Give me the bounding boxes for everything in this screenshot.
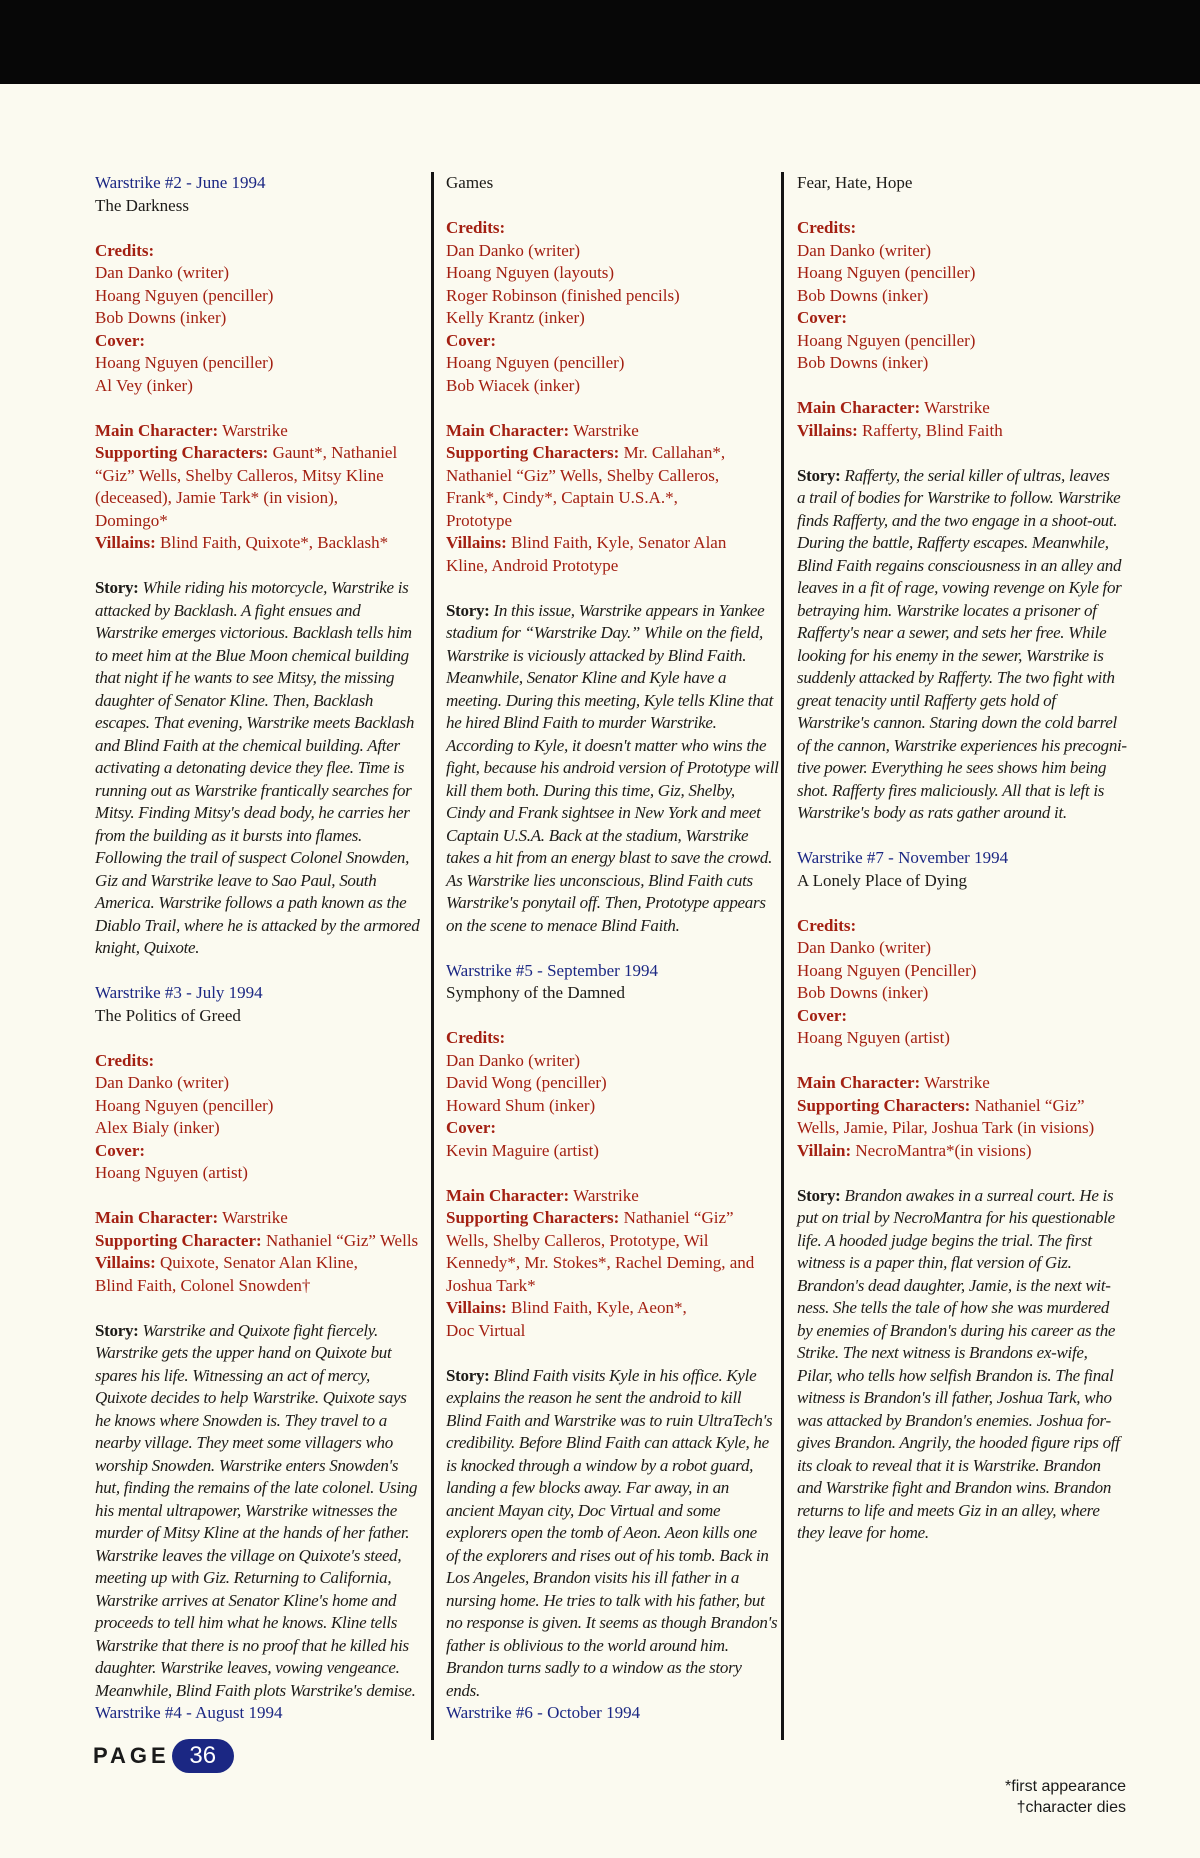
story-label: Story:	[797, 1185, 841, 1205]
blank-line	[446, 1005, 778, 1028]
story-line: explains the reason he sent the android to kill	[446, 1388, 742, 1407]
field-value: Nathaniel “Giz”	[619, 1208, 734, 1227]
story-line: shot. Rafferty fires maliciously. All that is left is	[797, 780, 1105, 800]
field-line	[446, 1117, 778, 1140]
story-line: Los Angeles, Brandon visits his ill father in a	[446, 1568, 740, 1587]
credit-line: Kennedy*, Mr. Stokes*, Rachel Deming, and	[446, 1253, 755, 1272]
story-line: knight, Quixote.	[95, 938, 200, 957]
blank-line	[446, 577, 778, 600]
credit-line: Hoang Nguyen (penciller)	[797, 263, 976, 282]
story-line: Warstrike arrives at Senator Kline's home and	[95, 1590, 397, 1610]
blank-line	[797, 825, 1127, 848]
column-middle	[446, 172, 778, 1725]
story-text: In this issue, Warstrike appears in Yankee	[489, 600, 765, 620]
blank-line	[797, 442, 1127, 465]
story-line: murder of Mitsy Kline at the hands of her father.	[95, 1523, 410, 1542]
story-line: Quixote decides to help Warstrike. Quixote says	[95, 1388, 407, 1407]
field-line	[95, 1140, 425, 1163]
story-line: from the building as it bursts into flames.	[95, 825, 362, 845]
story-line: ancient Mayan city, Doc Virtual and some	[446, 1500, 721, 1520]
field-value: Rafferty, Blind Faith	[857, 420, 1003, 440]
credit-line: Hoang Nguyen (penciller)	[95, 285, 274, 305]
issue-heading	[797, 847, 1127, 870]
field-label: Supporting Characters:	[446, 1208, 620, 1227]
footnote-first-appearance: *first appearance	[1005, 1778, 1126, 1795]
credit-line: Wells, Jamie, Pilar, Joshua Tark (in visions)	[797, 1118, 1095, 1137]
field-label: Credits:	[95, 240, 155, 260]
credit-line: Alex Bialy (inker)	[95, 1118, 220, 1137]
story-line: and Warstrike fight and Brandon wins. Brandon	[797, 1478, 1112, 1497]
field-line	[797, 1095, 1127, 1118]
credit-line: Hoang Nguyen (penciller)	[797, 330, 976, 350]
field-label: Main Character:	[446, 420, 570, 440]
credit-line: Joshua Tark*	[446, 1275, 536, 1295]
field-label: Cover:	[797, 1005, 848, 1025]
field-value: Blind Faith, Kyle, Aeon*,	[506, 1298, 687, 1317]
field-line	[95, 1207, 425, 1230]
story-line: was attacked by Brandon's enemies. Joshua for-	[797, 1410, 1111, 1430]
credit-line: Kevin Maguire (artist)	[446, 1140, 599, 1160]
field-line	[95, 442, 425, 465]
story-line: Meanwhile, Blind Faith plots Warstrike's demise.	[95, 1680, 416, 1700]
story-line: ends.	[446, 1680, 480, 1700]
story-label: Story:	[446, 600, 490, 620]
story-line: meeting. During this meeting, Kyle tells Kline that	[446, 690, 774, 710]
credit-line: Dan Danko (writer)	[95, 263, 230, 282]
story-line: great tenacity until Rafferty gets hold of	[797, 690, 1056, 710]
issue-title: Warstrike #7	[797, 848, 884, 867]
story-line: Pilar, who tells how selfish Brandon is. The final	[797, 1365, 1114, 1385]
blank-line	[446, 1162, 778, 1185]
issue-heading	[95, 1702, 425, 1725]
field-label: Credits:	[95, 1050, 155, 1070]
story-line: landing a few blocks away. Far away, in an	[446, 1478, 729, 1497]
story-line: attacked by Backlash. A fight ensues and	[95, 600, 361, 620]
field-value: Warstrike	[920, 398, 990, 417]
credit-line: Al Vey (inker)	[95, 375, 193, 395]
credit-line: Hoang Nguyen (layouts)	[446, 263, 615, 282]
field-line	[95, 330, 425, 353]
field-line	[95, 240, 425, 263]
field-value: Mr. Callahan*,	[619, 443, 726, 462]
field-value: Warstrike	[218, 420, 288, 440]
blank-line	[797, 1050, 1127, 1073]
issue-heading	[446, 1702, 778, 1725]
field-label: Cover:	[446, 1118, 497, 1137]
field-line	[797, 397, 1127, 420]
story-line: finds Rafferty, and the two engage in a shoot-out.	[797, 510, 1118, 530]
column-right	[797, 172, 1127, 1545]
issue-date: - October 1994	[532, 1703, 641, 1722]
page-number-marker	[93, 1738, 234, 1774]
page-number-badge: 36	[172, 1739, 234, 1773]
field-label: Supporting Character:	[95, 1230, 262, 1250]
field-label: Main Character:	[797, 398, 921, 417]
issue-date: - November 1994	[883, 848, 1009, 867]
issue-date: - June 1994	[181, 173, 266, 192]
field-label: Cover:	[95, 330, 146, 350]
story-line: on the scene to menace Blind Faith.	[446, 915, 680, 935]
story-line: escapes. That evening, Warstrike meets Backlash	[95, 713, 415, 732]
story-line: Captain U.S.A. Back at the stadium, Warstrike	[446, 825, 749, 845]
issue-title: Warstrike #3	[95, 983, 182, 1002]
story-line: Diablo Trail, where he is attacked by the armored	[95, 915, 420, 935]
field-label: Cover:	[95, 1140, 146, 1160]
issue-title: Warstrike #4	[95, 1703, 182, 1722]
field-line	[797, 1005, 1127, 1028]
field-line	[797, 1072, 1127, 1095]
story-label: Story:	[95, 578, 139, 597]
story-line: ness. She tells the tale of how she was murdered	[797, 1298, 1110, 1317]
field-label: Villains:	[446, 533, 507, 552]
field-label: Credits:	[446, 1028, 506, 1047]
credit-line: Kelly Krantz (inker)	[446, 308, 585, 327]
story-line: Warstrike is viciously attacked by Blind Faith.	[446, 645, 747, 665]
field-value: Quixote, Senator Alan Kline,	[155, 1253, 358, 1272]
story-line: Warstrike gets the upper hand on Quixote but	[95, 1343, 392, 1362]
story-line: he hired Blind Faith to murder Warstrike.	[446, 713, 717, 732]
story-line: they leave for home.	[797, 1523, 929, 1542]
story-line	[95, 577, 425, 600]
credit-line: Frank*, Cindy*, Captain U.S.A.*,	[446, 488, 678, 507]
field-value: Blind Faith, Kyle, Senator Alan	[506, 533, 727, 552]
story-line: Rafferty's near a sewer, and sets her free. While	[797, 623, 1107, 642]
field-line	[446, 532, 778, 555]
field-label: Supporting Characters:	[446, 443, 620, 462]
credit-line: Blind Faith, Colonel Snowden†	[95, 1275, 311, 1295]
story-line: no response is given. It seems as though Brandon's	[446, 1613, 778, 1632]
field-value: Nathaniel “Giz” Wells	[261, 1230, 419, 1250]
story-line: worship Snowden. Warstrike enters Snowden's	[95, 1455, 399, 1475]
top-black-band	[0, 0, 1200, 84]
story-title: Games	[446, 173, 494, 192]
field-value: Warstrike	[569, 1185, 639, 1205]
issue-date: - September 1994	[532, 960, 659, 980]
credit-line: David Wong (penciller)	[446, 1073, 607, 1092]
field-label: Credits:	[797, 915, 857, 935]
story-line: life. A hooded judge begins the trial. The first	[797, 1230, 1092, 1250]
story-title: Symphony of the Damned	[446, 983, 625, 1002]
blank-line	[446, 397, 778, 420]
story-line: running out as Warstrike frantically searches for	[95, 780, 412, 800]
story-label: Story:	[446, 1365, 490, 1385]
credit-line: Kline, Android Prototype	[446, 555, 619, 575]
field-line	[797, 307, 1127, 330]
credit-line: Wells, Shelby Calleros, Prototype, Wil	[446, 1230, 709, 1250]
story-line: and Blind Faith at the chemical building. After	[95, 735, 400, 755]
field-label: Villain:	[797, 1140, 852, 1160]
story-line: Meanwhile, Senator Kline and Kyle have a	[446, 668, 727, 687]
story-line: suddenly attacked by Rafferty. The two fight with	[797, 668, 1115, 687]
credit-line: Hoang Nguyen (artist)	[95, 1163, 248, 1182]
column-left	[95, 172, 425, 1725]
credit-line: Dan Danko (writer)	[797, 938, 932, 957]
field-line	[797, 420, 1127, 443]
credit-line: Howard Shum (inker)	[446, 1095, 596, 1115]
story-line: his mental ultrapower, Warstrike witnesses the	[95, 1500, 397, 1520]
story-line: kill them both. During this time, Giz, Shelby,	[446, 780, 735, 800]
story-title: The Politics of Greed	[95, 1005, 241, 1025]
story-label: Story:	[95, 1320, 139, 1340]
issue-heading	[95, 172, 425, 195]
field-label: Cover:	[797, 308, 848, 327]
credit-line: Hoang Nguyen (penciller)	[95, 353, 274, 372]
story-text: While riding his motorcycle, Warstrike is	[138, 578, 409, 597]
story-line: Giz and Warstrike leave to Sao Paul, South	[95, 870, 377, 890]
story-line: looking for his enemy in the sewer, Warstrike is	[797, 645, 1104, 665]
blank-line	[95, 960, 425, 983]
story-line: credibility. Before Blind Faith can attack Kyle, he	[446, 1433, 769, 1452]
blank-line	[95, 555, 425, 578]
field-label: Main Character:	[797, 1073, 921, 1092]
field-line	[446, 330, 778, 353]
story-title: Fear, Hate, Hope	[797, 173, 913, 192]
story-line: he knows where Snowden is. They travel to a	[95, 1410, 387, 1430]
blank-line	[797, 195, 1127, 218]
story-line: nursing home. He tries to talk with his father, but	[446, 1590, 765, 1610]
credit-line: Nathaniel “Giz” Wells, Shelby Calleros,	[446, 465, 720, 485]
story-line: Warstrike leaves the village on Quixote's steed,	[95, 1545, 402, 1565]
story-line: As Warstrike lies unconscious, Blind Faith cuts	[446, 870, 753, 890]
field-line	[95, 420, 425, 443]
column-divider-right	[781, 172, 784, 1740]
story-text: Brandon awakes in a surreal court. He is	[840, 1185, 1114, 1205]
story-text: Blind Faith visits Kyle in his office. Kyle	[489, 1365, 757, 1385]
story-line: According to Kyle, it doesn't matter who wins the	[446, 735, 767, 755]
story-line: to meet him at the Blue Moon chemical building	[95, 645, 409, 665]
field-line	[797, 915, 1127, 938]
field-label: Villains:	[95, 533, 156, 552]
story-line: Cindy and Frank sightsee in New York and meet	[446, 803, 761, 822]
blank-line	[797, 375, 1127, 398]
story-line: hut, finding the remains of the late colonel. Using	[95, 1478, 418, 1497]
field-value: Warstrike	[920, 1073, 990, 1092]
credit-line: Bob Downs (inker)	[797, 285, 929, 305]
story-line: Brandon's dead daughter, Jamie, is the next wit-	[797, 1275, 1111, 1295]
story-line: of the explorers and rises out of his tomb. Back in	[446, 1545, 769, 1565]
credit-line: Dan Danko (writer)	[446, 240, 581, 260]
field-label: Supporting Characters:	[797, 1095, 971, 1115]
story-line: During the battle, Rafferty escapes. Meanwhile,	[797, 533, 1109, 552]
page-label: PAGE	[93, 1743, 170, 1768]
story-line	[797, 1185, 1127, 1208]
credit-line: (deceased), Jamie Tark* (in vision),	[95, 488, 339, 507]
issue-heading	[95, 982, 425, 1005]
story-line: America. Warstrike follows a path known as the	[95, 893, 407, 912]
credit-line: Domingo*	[95, 510, 168, 530]
field-label: Main Character:	[95, 420, 219, 440]
story-title: The Darkness	[95, 195, 189, 215]
field-label: Credits:	[446, 218, 506, 237]
credit-line: Roger Robinson (finished pencils)	[446, 285, 680, 305]
field-line	[95, 1050, 425, 1073]
field-line	[95, 1252, 425, 1275]
story-line: witness is Brandon's ill father, Joshua Tark, who	[797, 1388, 1112, 1407]
field-label: Main Character:	[446, 1185, 570, 1205]
field-line	[797, 217, 1127, 240]
field-value: Gaunt*, Nathaniel	[268, 443, 398, 462]
story-line: Warstrike's body as rats gather around it.	[797, 803, 1067, 822]
blank-line	[797, 1162, 1127, 1185]
field-value: Warstrike	[218, 1208, 288, 1227]
credit-line: Hoang Nguyen (penciller)	[95, 1095, 274, 1115]
credit-line: “Giz” Wells, Shelby Calleros, Mitsy Kline	[95, 465, 384, 485]
story-line: daughter of Senator Kline. Then, Backlash	[95, 690, 374, 710]
field-value: Warstrike	[569, 420, 639, 440]
story-line: put on trial by NecroMantra for his questionable	[797, 1208, 1115, 1227]
issue-heading	[446, 960, 778, 983]
field-line	[446, 1207, 778, 1230]
field-line	[95, 1230, 425, 1253]
credit-line: Prototype	[446, 510, 513, 530]
story-title: A Lonely Place of Dying	[797, 870, 967, 890]
field-value: Blind Faith, Quixote*, Backlash*	[155, 533, 389, 552]
field-line	[446, 1297, 778, 1320]
story-line: leaves in a fit of rage, vowing revenge on Kyle for	[797, 578, 1122, 597]
story-line: its cloak to reveal that it is Warstrike. Brandon	[797, 1455, 1101, 1475]
story-line: Warstrike's ponytail off. Then, Prototype appears	[446, 893, 766, 912]
story-line	[797, 465, 1127, 488]
credit-line: Bob Downs (inker)	[95, 308, 227, 327]
story-line: nearby village. They meet some villagers who	[95, 1433, 393, 1452]
story-line: takes a hit from an energy blast to save the crowd.	[446, 848, 773, 867]
story-line: gives Brandon. Angrily, the hooded figure rips off	[797, 1433, 1120, 1452]
credit-line: Hoang Nguyen (Penciller)	[797, 960, 977, 980]
credit-line: Dan Danko (writer)	[446, 1050, 581, 1070]
field-label: Supporting Characters:	[95, 443, 269, 462]
field-label: Main Character:	[95, 1208, 219, 1227]
credit-line: Hoang Nguyen (artist)	[797, 1028, 950, 1047]
field-line	[446, 1027, 778, 1050]
story-line: Strike. The next witness is Brandons ex-wife,	[797, 1343, 1088, 1362]
story-line: daughter. Warstrike leaves, vowing vengeance.	[95, 1658, 400, 1677]
credit-line: Dan Danko (writer)	[95, 1073, 230, 1092]
credit-line: Hoang Nguyen (penciller)	[446, 353, 625, 372]
story-line: Blind Faith regains consciousness in an alley and	[797, 555, 1122, 575]
blank-line	[95, 397, 425, 420]
field-line	[95, 532, 425, 555]
story-line: tive power. Everything he sees shows him being	[797, 758, 1107, 777]
story-text: Rafferty, the serial killer of ultras, leaves	[840, 465, 1110, 485]
story-line: father is oblivious to the world around him.	[446, 1635, 729, 1655]
field-label: Credits:	[797, 218, 857, 237]
story-text: Warstrike and Quixote fight fiercely.	[138, 1320, 378, 1340]
field-value: NecroMantra*(in visions)	[851, 1140, 1032, 1160]
story-line: Following the trail of suspect Colonel Snowden,	[95, 848, 410, 867]
blank-line	[95, 1027, 425, 1050]
story-line: Mitsy. Finding Mitsy's dead body, he carries her	[95, 803, 410, 822]
blank-line	[446, 1342, 778, 1365]
story-line: fight, because his android version of Prototype will	[446, 758, 779, 777]
story-line	[446, 600, 778, 623]
footnote-character-dies: †character dies	[1016, 1799, 1126, 1816]
blank-line	[446, 195, 778, 218]
blank-line	[95, 1185, 425, 1208]
story-line	[446, 1365, 778, 1388]
story-line: that night if he wants to see Mitsy, the missing	[95, 668, 395, 687]
story-line: Warstrike that there is no proof that he killed his	[95, 1635, 409, 1655]
credit-line: Bob Downs (inker)	[797, 353, 929, 372]
story-line: explorers open the tomb of Aeon. Aeon kills one	[446, 1523, 757, 1542]
story-line: betraying him. Warstrike locates a prisoner of	[797, 600, 1097, 620]
field-label: Villains:	[446, 1298, 507, 1317]
field-label: Cover:	[446, 330, 497, 350]
story-line: by enemies of Brandon's during his career as the	[797, 1320, 1116, 1340]
field-line	[446, 442, 778, 465]
field-line	[446, 1185, 778, 1208]
blank-line	[95, 1297, 425, 1320]
story-line: returns to life and meets Giz in an alley, where	[797, 1500, 1100, 1520]
field-line	[446, 217, 778, 240]
credit-line: Doc Virtual	[446, 1320, 526, 1340]
credit-line: Dan Danko (writer)	[797, 240, 932, 260]
story-line: activating a detonating device they flee. Time is	[95, 758, 405, 777]
issue-date: - August 1994	[181, 1703, 283, 1722]
story-line: witness is a paper thin, flat version of Giz.	[797, 1253, 1072, 1272]
field-line	[446, 420, 778, 443]
story-line: spares his life. Witnessing an act of mercy,	[95, 1365, 370, 1385]
issue-title: Warstrike #5	[446, 960, 533, 980]
field-value: Nathaniel “Giz”	[970, 1095, 1085, 1115]
issue-title: Warstrike #6	[446, 1703, 533, 1722]
story-line: Brandon turns sadly to a window as the story	[446, 1658, 742, 1677]
story-line: is knocked through a window by a robot guard,	[446, 1455, 754, 1475]
blank-line	[95, 217, 425, 240]
credit-line: Bob Downs (inker)	[797, 983, 929, 1002]
story-line: of the cannon, Warstrike experiences his precogni-	[797, 735, 1127, 755]
blank-line	[446, 937, 778, 960]
footnotes	[1005, 1776, 1126, 1818]
issue-date: - July 1994	[181, 983, 263, 1002]
story-line: stadium for “Warstrike Day.” While on the field,	[446, 623, 763, 642]
issue-title: Warstrike #2	[95, 173, 182, 192]
story-line: Blind Faith and Warstrike was to ruin UltraTech's	[446, 1410, 773, 1430]
story-line: meeting up with Giz. Returning to California,	[95, 1568, 392, 1587]
credit-line: Bob Wiacek (inker)	[446, 375, 581, 395]
story-label: Story:	[797, 465, 841, 485]
column-divider-left	[431, 172, 434, 1740]
blank-line	[797, 892, 1127, 915]
story-line: Warstrike emerges victorious. Backlash tells him	[95, 623, 412, 642]
field-label: Villains:	[95, 1253, 156, 1272]
field-label: Villains:	[797, 420, 858, 440]
field-line	[797, 1140, 1127, 1163]
story-line: proceeds to tell him what he knows. Kline tells	[95, 1613, 398, 1632]
story-line	[95, 1320, 425, 1343]
story-line: Warstrike's cannon. Staring down the cold barrel	[797, 713, 1117, 732]
story-line: a trail of bodies for Warstrike to follow. Warstrike	[797, 488, 1121, 507]
